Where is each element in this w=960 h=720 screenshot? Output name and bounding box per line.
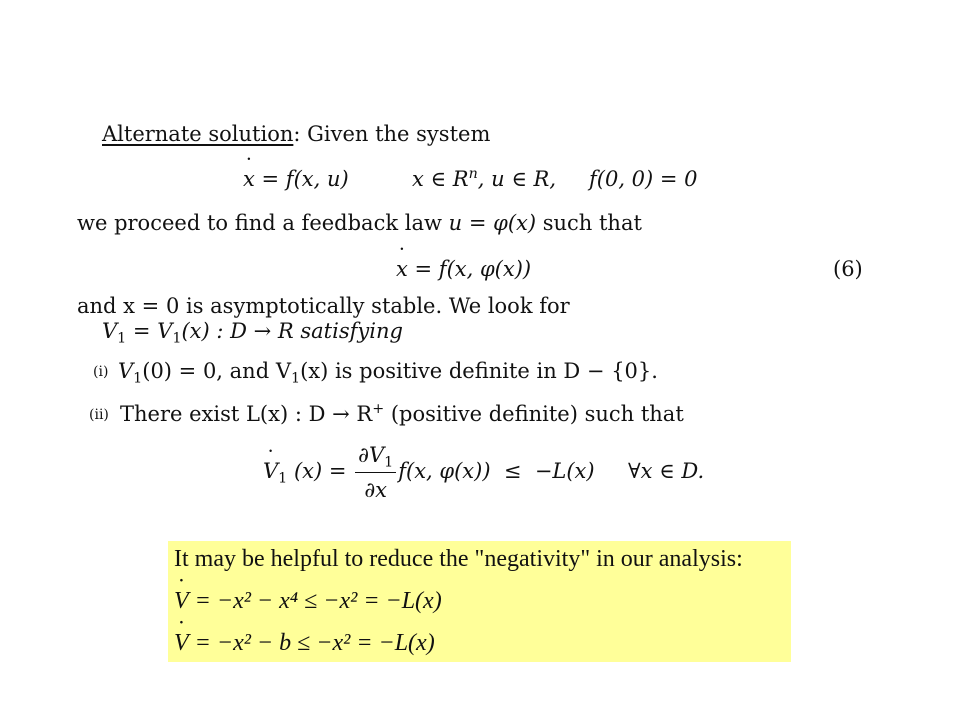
note-line-3: V ˙ = −x² − b ≤ −x² = −L(x) <box>174 629 435 657</box>
cond-i-mid: (0) = 0, and V <box>142 359 291 383</box>
cond-i-V: V <box>118 359 134 383</box>
note-line-1: It may be helpful to reduce the "negativity" in our analysis: <box>174 546 743 572</box>
cond-ii-plus: + <box>372 401 385 418</box>
paragraph-lyapunov <box>102 318 403 347</box>
ineq-lhs-rest: (x) = <box>293 459 347 483</box>
domain-exponent: n <box>468 166 478 183</box>
note-line-2: V ˙ = −x² − x⁴ ≤ −x² = −L(x) <box>174 587 442 615</box>
cond-i-text <box>118 358 658 387</box>
frac-numerator: ∂V <box>358 443 385 467</box>
ineq-sub: 1 <box>278 470 288 487</box>
system-lhs: = f(x, u) <box>261 167 349 191</box>
lyapunov-inequality <box>263 440 704 505</box>
lyap-V: V <box>102 319 118 343</box>
cond-i-rest: (x) is positive definite in D − {0}. <box>300 359 658 383</box>
system-origin <box>589 166 698 192</box>
cond-ii-label: (ii) <box>89 407 109 423</box>
frac-denominator: ∂x <box>364 478 388 502</box>
note-v-dot-2: V ˙ <box>174 629 189 657</box>
heading-rest: : Given the system <box>293 122 491 146</box>
domain-text: x ∈ R <box>412 167 469 191</box>
lyap-sub-2: 1 <box>172 330 182 347</box>
frac-sub: 1 <box>384 454 394 471</box>
para1-text: we proceed to find a feedback law <box>77 211 442 235</box>
x-dot-symbol: x ˙ <box>243 166 255 192</box>
partial-fraction <box>355 440 396 505</box>
lyap-rest: (x) : D → R satisfying <box>181 319 403 343</box>
system-domain <box>412 166 556 192</box>
eq6-rhs: = f(x, φ(x)) <box>414 257 532 281</box>
cond-i-label: (i) <box>93 364 109 380</box>
para1-law: u = φ(x) <box>448 211 537 235</box>
domain-rest: , u ∈ R, <box>477 167 557 191</box>
v-dot-symbol: V ˙ <box>263 456 278 486</box>
ineq-rhs: f(x, φ(x)) ≤ −L(x) ∀x ∈ D. <box>398 459 705 483</box>
lyap-mid: = V <box>126 319 173 343</box>
paragraph-stable: and x = 0 is asymptotically stable. We look for <box>77 294 570 318</box>
lyap-sub: 1 <box>117 330 127 347</box>
equation-number: (6) <box>833 257 863 281</box>
system-equation <box>243 166 349 192</box>
heading-underlined: Alternate solution <box>102 122 294 146</box>
origin-text: f(0, 0) = 0 <box>589 167 698 191</box>
paragraph-feedback <box>77 210 642 236</box>
note-v-dot-1: V ˙ <box>174 587 189 615</box>
cond-ii-b: (positive definite) such that <box>390 402 684 426</box>
equation-6 <box>396 256 531 282</box>
para1-tail: such that <box>542 211 642 235</box>
x-dot-symbol-2: x ˙ <box>396 256 408 282</box>
heading <box>102 121 490 147</box>
note-box <box>168 541 791 662</box>
cond-ii-a: There exist L(x) : D → R <box>120 402 373 426</box>
cond-ii-text <box>120 401 684 427</box>
cond-i-sub-2: 1 <box>290 370 301 387</box>
cond-i-sub: 1 <box>133 370 143 387</box>
